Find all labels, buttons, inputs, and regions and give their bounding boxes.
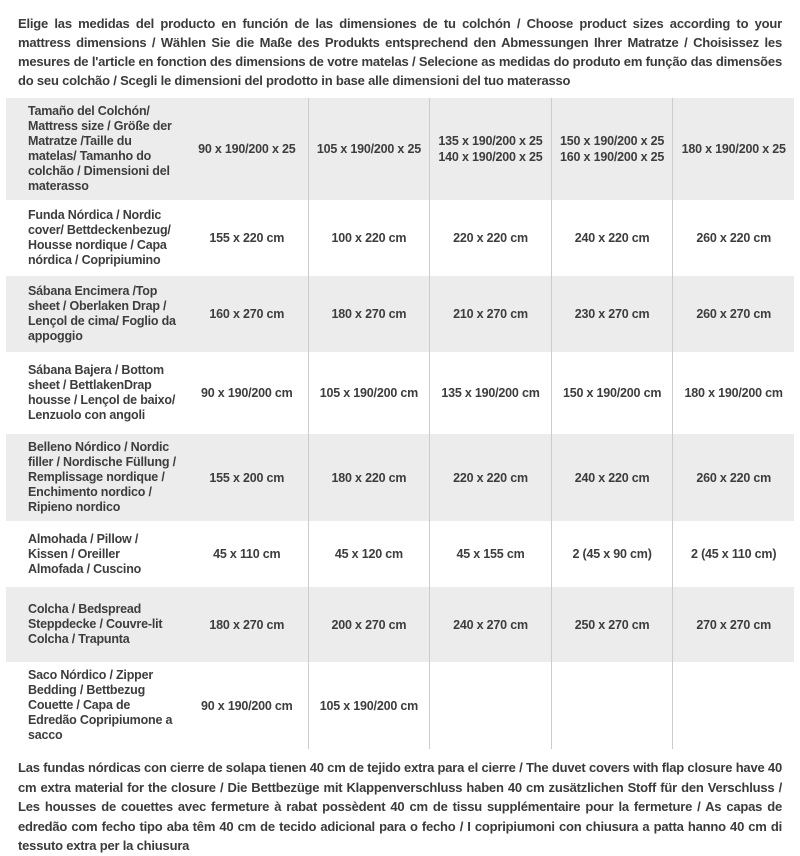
size-cell	[672, 521, 794, 587]
size-cell	[672, 352, 794, 434]
size-cell	[186, 521, 308, 587]
size-cell-empty	[429, 662, 551, 749]
intro-text: Elige las medidas del producto en función de las dimensiones de tu colchón / Choose product sizes according to your mattress dimensions / Wählen Sie die Maße des Produkts entsprechend den Abmessungen Ihrer Matratze / Choisissez les mesures de l'article en fonction des dimensions de votre matelas / Selecione as medidas do produto em função das dimensões do seu colchão / Scegli le dimensioni del prodotto in base alle dimensioni del tuo materasso	[18, 16, 782, 88]
size-cell	[429, 434, 551, 521]
cell-line: 2 (45 x 90 cm)	[572, 547, 652, 561]
cell-line: 150 x 190/200 x 25	[560, 134, 665, 148]
size-cell	[551, 352, 673, 434]
table-row-bedspread	[6, 587, 794, 662]
cell-line: 180 x 190/200 x 25	[681, 142, 786, 156]
cell-line: 105 x 190/200 cm	[319, 386, 419, 400]
cell-line: 240 x 220 cm	[574, 231, 650, 245]
cell-line: 260 x 220 cm	[696, 231, 772, 245]
size-cell	[672, 587, 794, 662]
cell-line: 100 x 220 cm	[331, 231, 407, 245]
cell-line: 180 x 270 cm	[209, 617, 285, 632]
size-cell	[429, 352, 551, 434]
size-cell	[551, 98, 673, 200]
footer-note: Las fundas nórdicas con cierre de solapa tienen 40 cm de tejido extra para el cierre / The duvet covers with flap closure have 40 cm extra material for the closure / Die Bettbezüge mit Klappenverschluss haben 40 cm zusätzlichen Stoff für den Verschluss / Les housses de couettes avec fermeture à rabat possèdent 40 cm de tissu supplémentaire pour la fermeture / As capas de edredão com fecho tipo aba têm 40 cm de tecido adicional para o fecho / I copripiumoni con chiusura a patta hanno 40 cm di tessuto extra per la chiusura	[18, 760, 782, 853]
cell-line: 135 x 190/200 x 25	[438, 134, 543, 148]
size-cell	[429, 276, 551, 352]
cell-line: 150 x 190/200 cm	[562, 386, 662, 400]
size-cell	[551, 434, 673, 521]
cell-line: 105 x 190/200 x 25	[316, 142, 421, 156]
size-cell	[429, 521, 551, 587]
cell-line: 180 x 270 cm	[331, 307, 407, 321]
cell-line: 160 x 270 cm	[209, 307, 285, 321]
size-cell	[186, 98, 308, 200]
cell-line: 90 x 190/200 cm	[201, 698, 293, 713]
cell-line: 155 x 220 cm	[209, 231, 285, 245]
size-cell-empty	[551, 662, 673, 749]
size-cell	[429, 200, 551, 276]
table-row-mattress-size	[6, 98, 794, 200]
size-cell	[308, 521, 430, 587]
table-row-nordic-filler	[6, 434, 794, 521]
table-row-pillow	[6, 521, 794, 587]
cell-line: 160 x 190/200 x 25	[560, 150, 665, 164]
cell-line: 260 x 270 cm	[696, 307, 772, 321]
size-cell	[308, 662, 430, 749]
cell-line: 45 x 120 cm	[334, 547, 403, 561]
row-label: Belleno Nórdico / Nordic filler / Nordische Füllung / Remplissage nordique / Enchimento nordico / Ripieno nordico	[28, 440, 176, 514]
size-cell	[429, 587, 551, 662]
row-label: Sábana Bajera / Bottom sheet / BettlakenDrap housse / Lençol de baixo/ Lenzuolo con angoli	[28, 363, 176, 422]
size-cell-empty	[672, 662, 794, 749]
size-cell	[672, 98, 794, 200]
size-cell	[308, 276, 430, 352]
cell-line: 155 x 200 cm	[209, 470, 285, 485]
row-label: Funda Nórdica / Nordic cover/ Bettdeckenbezug/ Housse nordique / Capa nórdica / Copripiumino	[28, 208, 171, 267]
size-cell	[308, 98, 430, 200]
size-cell	[308, 352, 430, 434]
table-row-zipper-bedding	[6, 662, 794, 749]
cell-line: 270 x 270 cm	[696, 617, 772, 632]
table-row-top-sheet	[6, 276, 794, 352]
cell-line: 250 x 270 cm	[574, 617, 650, 632]
cell-line: 220 x 220 cm	[453, 231, 528, 245]
size-cell	[308, 434, 430, 521]
cell-line: 45 x 155 cm	[456, 547, 525, 561]
cell-line: 180 x 190/200 cm	[684, 386, 783, 400]
table-row-nordic-cover	[6, 200, 794, 276]
cell-line: 240 x 270 cm	[453, 617, 528, 632]
size-cell	[186, 587, 308, 662]
row-label: Sábana Encimera /Top sheet / Oberlaken Drap / Lençol de cima/ Foglio da appoggio	[28, 284, 176, 343]
table-row-bottom-sheet	[6, 352, 794, 434]
cell-line: 90 x 190/200 x 25	[198, 142, 296, 156]
row-label: Almohada / Pillow / Kissen / Oreiller Almofada / Cuscino	[28, 531, 142, 576]
product-size-guide	[0, 14, 800, 856]
size-cell	[186, 200, 308, 276]
size-cell	[551, 587, 673, 662]
cell-line: 2 (45 x 110 cm)	[691, 547, 777, 561]
row-label: Saco Nórdico / Zipper Bedding / Bettbezug Couette / Capa de Edredão Copripiumone a sacco	[28, 668, 173, 742]
cell-line: 240 x 220 cm	[574, 470, 650, 485]
size-cell	[672, 434, 794, 521]
size-cell	[308, 200, 430, 276]
cell-line: 180 x 220 cm	[331, 470, 407, 485]
size-cell	[429, 98, 551, 200]
cell-line: 105 x 190/200 cm	[319, 698, 419, 713]
cell-line: 260 x 220 cm	[696, 470, 772, 485]
cell-line: 220 x 220 cm	[453, 470, 528, 485]
size-cell	[551, 200, 673, 276]
cell-line: 140 x 190/200 x 25	[438, 150, 543, 164]
size-cell	[186, 276, 308, 352]
cell-line: 230 x 270 cm	[574, 307, 650, 321]
cell-line: 200 x 270 cm	[331, 617, 407, 632]
sizes-table	[6, 98, 794, 749]
row-label: Colcha / Bedspread Steppdecke / Couvre-lit Colcha / Trapunta	[28, 602, 163, 646]
size-cell	[551, 521, 673, 587]
size-cell	[672, 200, 794, 276]
size-cell	[672, 276, 794, 352]
size-cell	[186, 434, 308, 521]
size-cell	[551, 276, 673, 352]
cell-line: 210 x 270 cm	[453, 307, 528, 321]
size-cell	[186, 662, 308, 749]
cell-line: 135 x 190/200 cm	[441, 386, 540, 400]
size-cell	[308, 587, 430, 662]
cell-line: 90 x 190/200 cm	[201, 386, 293, 400]
cell-line: 45 x 110 cm	[213, 547, 281, 561]
size-cell	[186, 352, 308, 434]
row-label: Tamaño del Colchón/ Mattress size / Größe der Matratze /Taille du matelas/ Tamanho do colchão / Dimensioni del materasso	[28, 104, 172, 193]
